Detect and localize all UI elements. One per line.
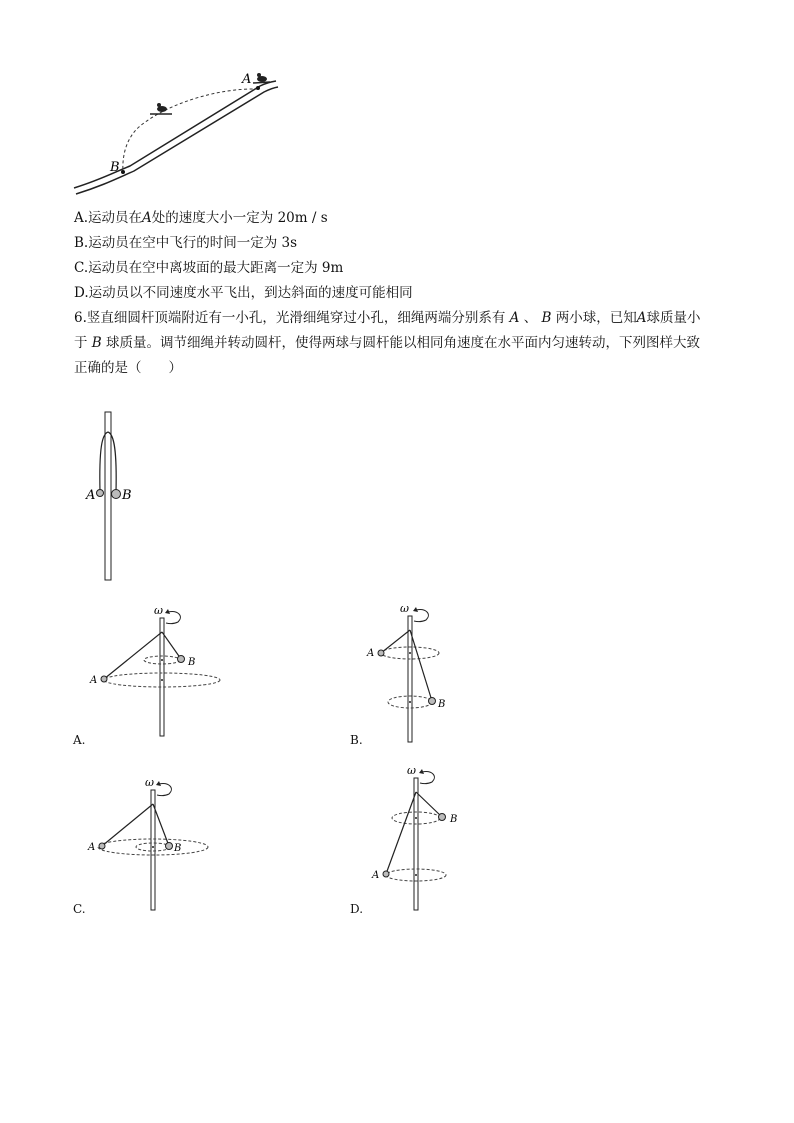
ski-slope-figure (70, 68, 290, 203)
ball-a-label: A (367, 648, 375, 659)
center-dot (415, 874, 417, 876)
choice-b-letter[interactable]: B. (350, 733, 363, 747)
string-a (381, 630, 410, 653)
rod (160, 618, 164, 736)
q6-var-b2: B (87, 335, 107, 351)
trajectory-dashed (123, 89, 258, 172)
option-a-suffix: 处的速度大小一定为 20m / s (151, 210, 328, 226)
ball-a-label: A (88, 842, 96, 853)
slope-surface-lower (76, 87, 278, 194)
string-b (162, 632, 181, 659)
center-dot (409, 652, 411, 654)
q6-var-b: B (537, 310, 556, 326)
ball-a (99, 843, 105, 849)
question6-line3: 正确的是（ ） (74, 360, 182, 376)
slope-surface-upper (74, 81, 276, 188)
ball-a (97, 490, 104, 497)
label-a: A (86, 488, 96, 503)
center-dot (161, 679, 163, 681)
option-b: B.运动员在空中飞行的时间一定为 3s (74, 235, 298, 251)
choice-a-letter[interactable]: A. (73, 733, 86, 747)
omega-label: ω (400, 602, 409, 615)
ball-b-label: B (450, 814, 458, 825)
center-dot (152, 846, 154, 848)
rod-static-figure (80, 408, 150, 584)
string-a (102, 804, 153, 846)
question6-line1 (74, 309, 701, 327)
point-a-dot (256, 86, 260, 90)
choice-d-letter[interactable]: D. (350, 902, 364, 916)
ball-b-label: B (438, 699, 446, 710)
string-a (104, 632, 162, 679)
ball-a (378, 650, 384, 656)
choice-b-figure (360, 600, 470, 746)
option-a (74, 209, 328, 227)
q6-text-1: 6.竖直细圆杆顶端附近有一小孔，光滑细绳穿过小孔，细绳两端分别系有 (74, 310, 506, 326)
option-c: C.运动员在空中离坡面的最大距离一定为 9m (74, 260, 344, 276)
question6-line2 (74, 334, 700, 352)
q6-text-4: 球质量小 (646, 310, 701, 326)
point-b-dot (121, 170, 125, 174)
omega-label: ω (407, 764, 416, 777)
string-b (416, 792, 442, 817)
q6-var-a: A (505, 310, 524, 326)
ball-b (166, 843, 173, 850)
choice-c-letter[interactable]: C. (73, 902, 86, 916)
label-b: B (122, 488, 132, 503)
q6-text-3: 两小球，已知 (555, 310, 637, 326)
choice-c-figure (86, 774, 216, 914)
ball-b (439, 814, 446, 821)
string-a (386, 792, 416, 874)
center-dot (415, 817, 417, 819)
center-dot (409, 701, 411, 703)
rod (414, 778, 418, 910)
rod (105, 412, 111, 580)
ball-a-label: A (90, 675, 98, 686)
ball-a (101, 676, 107, 682)
ball-b (429, 698, 436, 705)
q6-text-5: 于 (74, 335, 88, 351)
string-b (410, 630, 432, 701)
choice-d-figure (366, 762, 476, 914)
q6-text-6: 球质量。调节细绳并转动圆杆，使得两球与圆杆能以相同角速度在水平面内匀速转动，下列图样大致 (106, 335, 701, 351)
ball-b-label: B (174, 843, 182, 854)
label-b: B (110, 160, 120, 175)
ball-b (178, 656, 185, 663)
ball-b-label: B (188, 657, 196, 668)
option-a-var: A (142, 210, 152, 226)
choice-a-figure (86, 602, 236, 742)
q6-text-2: 、 (523, 310, 538, 326)
skier-icon-top (253, 73, 270, 83)
omega-label: ω (154, 604, 163, 617)
label-a: A (242, 72, 252, 87)
center-dot (161, 659, 163, 661)
option-a-prefix: A.运动员在 (74, 210, 143, 226)
ball-a (383, 871, 389, 877)
omega-label: ω (145, 776, 154, 789)
ball-a-label: A (372, 870, 380, 881)
option-d: D.运动员以不同速度水平飞出，到达斜面的速度可能相同 (74, 285, 413, 301)
ball-b (112, 490, 121, 499)
q6-var-a2: A (636, 310, 647, 326)
